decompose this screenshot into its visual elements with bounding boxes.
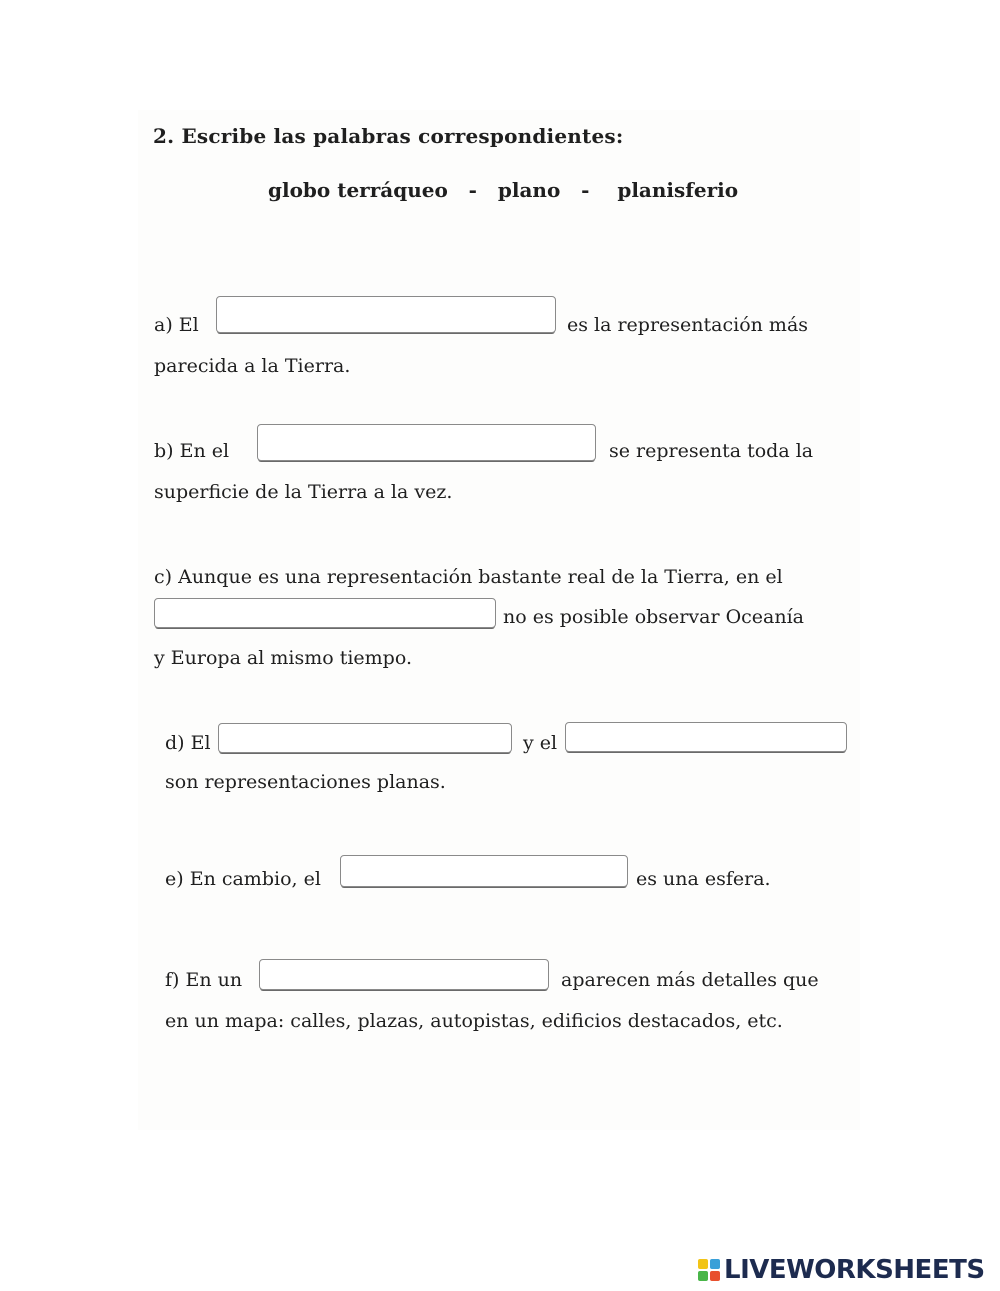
item-c-line1: c) Aunque es una representación bastante real de la Tierra, en el <box>154 566 783 588</box>
item-d-answer-input-1[interactable] <box>218 723 512 753</box>
item-a-suffix: es la representación más <box>567 314 809 336</box>
item-d-line2: son representaciones planas. <box>165 771 446 793</box>
item-e-suffix: es una esfera. <box>636 868 771 890</box>
item-b-suffix: se representa toda la <box>609 440 814 462</box>
item-f-answer-input[interactable] <box>259 959 549 990</box>
item-b-answer-input[interactable] <box>257 424 596 461</box>
word-bank: globo terráqueo - plano - planisferio <box>268 178 739 202</box>
item-a-line2: parecida a la Tierra. <box>154 355 351 377</box>
item-b-prefix: b) En el <box>154 440 230 462</box>
item-a-answer-input[interactable] <box>216 296 556 333</box>
item-f-line2: en un mapa: calles, plazas, autopistas, edificios destacados, etc. <box>165 1010 783 1032</box>
liveworksheets-logo-icon <box>698 1259 720 1281</box>
item-e-prefix: e) En cambio, el <box>165 868 321 890</box>
item-d-middle: y el <box>523 732 558 754</box>
item-b-line2: superficie de la Tierra a la vez. <box>154 481 453 503</box>
item-d-answer-input-2[interactable] <box>565 722 847 752</box>
liveworksheets-logo-text: LIVEWORKSHEETS <box>724 1255 985 1285</box>
liveworksheets-logo <box>698 1256 985 1284</box>
item-c-suffix: no es posible observar Oceanía <box>503 606 804 628</box>
exercise-title: 2. Escribe las palabras correspondientes: <box>153 124 624 148</box>
item-a-prefix: a) El <box>154 314 199 336</box>
item-c-line3: y Europa al mismo tiempo. <box>154 647 412 669</box>
item-d-prefix: d) El <box>165 732 211 754</box>
item-e-answer-input[interactable] <box>340 855 628 887</box>
item-c-answer-input[interactable] <box>154 598 496 628</box>
item-f-suffix: aparecen más detalles que <box>561 969 819 991</box>
item-f-prefix: f) En un <box>165 969 243 991</box>
